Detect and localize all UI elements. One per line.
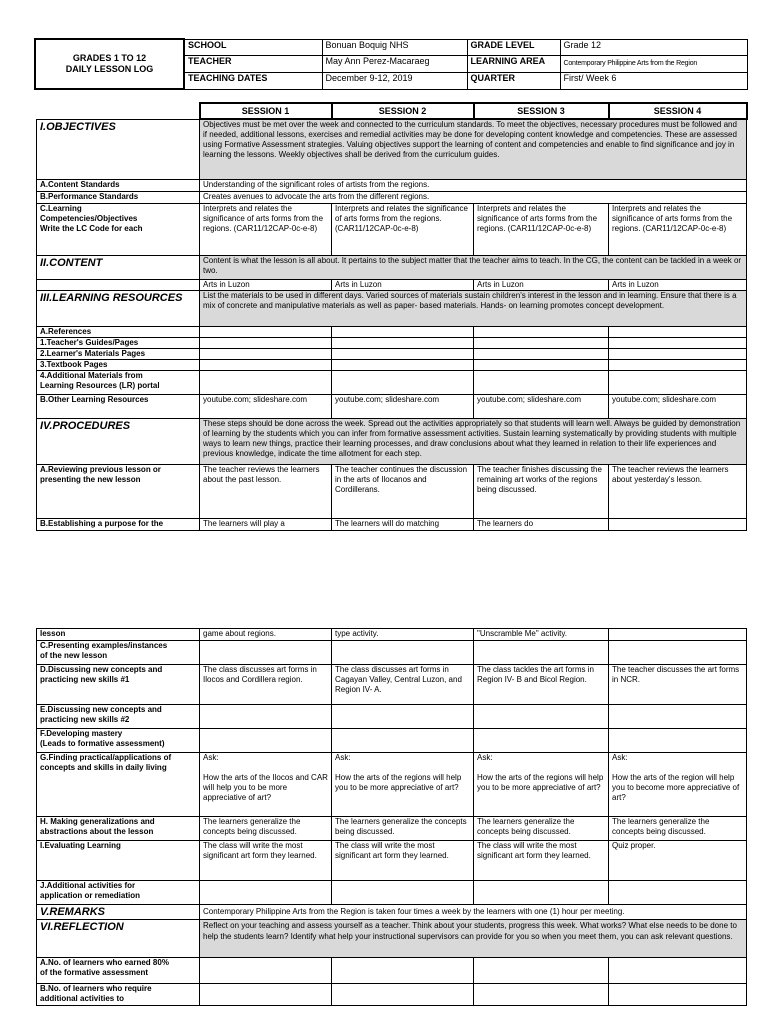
quarter-label: QUARTER	[467, 72, 560, 89]
content-title: II.CONTENT	[37, 255, 200, 279]
competency-cell: Interprets and relates the significance of arts forms from the regions. (CAR11/12CAP-0c-e-8)	[200, 203, 332, 255]
applications-cell	[609, 753, 747, 817]
mastery-label-2: (Leads to formative assessment)	[40, 739, 165, 748]
dates-label: TEACHING DATES	[184, 72, 322, 89]
presenting-examples-label-1: C.Presenting examples/instances	[40, 641, 168, 650]
applications-label-2: concepts and skills in daily living	[40, 763, 167, 772]
school-label: SCHOOL	[184, 39, 322, 55]
content-cell: Arts in Luzon	[474, 279, 609, 290]
competency-cell: Interprets and relates the significance of arts forms from the regions. (CAR11/12CAP-0c-e-8)	[609, 203, 747, 255]
resources-title: III.LEARNING RESOURCES	[37, 290, 200, 326]
other-resources-label: B.Other Learning Resources	[37, 394, 200, 418]
school-value: Bonuan Boquig NHS	[322, 39, 467, 55]
dll-title	[35, 39, 184, 89]
title-line-1: GRADES 1 TO 12	[72, 53, 147, 63]
session-2-header: SESSION 2	[332, 103, 474, 119]
remarks-text: Contemporary Philippine Arts from the Region is taken four times a week by the learners with one (1) hour per meeting.	[200, 905, 747, 920]
lesson-table-page2	[36, 628, 747, 1006]
purpose-label-top: B.Establishing a purpose for the	[37, 518, 200, 530]
lr-portal-label	[37, 370, 200, 394]
content-cell: Arts in Luzon	[200, 279, 332, 290]
discussing-cell: The teacher discusses the art forms in NCR.	[609, 665, 747, 705]
other-resources-cell: youtube.com; slideshare.com	[474, 394, 609, 418]
teacher-label: TEACHER	[184, 55, 322, 72]
learners-require-label-1: B.No. of learners who require	[40, 984, 152, 993]
reviewing-label-2: presenting the new lesson	[40, 474, 141, 484]
lesson-table-page1	[36, 102, 748, 531]
competency-cell: Interprets and relates the significance of arts forms from the regions. (CAR11/12CAP-0c-e-8)	[332, 203, 474, 255]
discussing-1-label-1: D.Discussing new concepts and	[40, 665, 163, 674]
resources-text: List the materials to be used in different days. Varied sources of materials sustain children's interest in the lesson and in learning. Ensure that there is a mix of concrete and manipulative materials as well as paper- based materials. Hands- on learning promotes concept development.	[200, 290, 747, 326]
discussing-cell: The class tackles the art forms in Region IV- B and Bicol Region.	[474, 665, 609, 705]
generalizations-label-2: abstractions about the lesson	[40, 827, 154, 836]
references-label: A.References	[37, 326, 200, 337]
textbook-label: 3.Textbook Pages	[37, 359, 200, 370]
grade-label: GRADE LEVEL	[467, 39, 560, 55]
purpose-label-bottom: lesson	[37, 629, 200, 641]
other-resources-cell: youtube.com; slideshare.com	[332, 394, 474, 418]
learners-80-label	[37, 958, 200, 984]
other-resources-cell: youtube.com; slideshare.com	[200, 394, 332, 418]
additional-activities-label-1: J.Additional activities for	[40, 881, 136, 890]
reviewing-cell: The teacher reviews the learners about yesterday's lesson.	[609, 464, 747, 518]
applications-label	[37, 753, 200, 817]
reviewing-cell: The teacher continues the discussion in the arts of Ilocanos and Cordillerans.	[332, 464, 474, 518]
content-cell: Arts in Luzon	[332, 279, 474, 290]
area-value: Contemporary Philippine Arts from the Region	[560, 55, 747, 72]
reviewing-label-1: A.Reviewing previous lesson or	[40, 464, 161, 474]
remarks-title: V.REMARKS	[37, 905, 200, 920]
competency-cell: Interprets and relates the significance of arts forms from the regions. (CAR11/12CAP-0c-e-8)	[474, 203, 609, 255]
additional-activities-label-2: application or remediation	[40, 891, 141, 900]
teacher-value: May Ann Perez-Macaraeg	[322, 55, 467, 72]
presenting-examples-label	[37, 641, 200, 665]
generalizations-cell: The learners generalize the concepts being discussed.	[200, 817, 332, 841]
evaluating-cell: The class will write the most significant art form they learned.	[474, 841, 609, 881]
additional-activities-label	[37, 881, 200, 905]
content-cell: Arts in Luzon	[609, 279, 747, 290]
applications-cell	[200, 753, 332, 817]
generalizations-cell: The learners generalize the concepts being discussed.	[332, 817, 474, 841]
content-standards-value: Understanding of the significant roles of artists from the regions.	[200, 179, 747, 191]
evaluating-cell: The class will write the most significant art form they learned.	[332, 841, 474, 881]
other-resources-cell: youtube.com; slideshare.com	[609, 394, 747, 418]
generalizations-label-1: H. Making generalizations and	[40, 817, 155, 826]
generalizations-cell: The learners generalize the concepts being discussed.	[609, 817, 747, 841]
learners-materials-label: 2.Learner's Materials Pages	[37, 348, 200, 359]
session-1-header: SESSION 1	[200, 103, 332, 119]
header-table	[34, 38, 748, 90]
learners-require-label-2: additional activities to	[40, 994, 125, 1003]
purpose-cell-bottom: type activity.	[332, 629, 474, 641]
discussing-1-label-2: practicing new skills #1	[40, 675, 130, 684]
session-3-header: SESSION 3	[474, 103, 609, 119]
competencies-label	[37, 203, 200, 255]
applications-question: How the arts of the Ilocos and CAR will help you to be more appreciative of art?	[203, 773, 328, 802]
purpose-cell-top: The learners will play a	[200, 518, 332, 530]
reflection-text: Reflect on your teaching and assess yourself as a teacher. Think about your students, progress this week. What works? What else needs to be done to help the students learn? Identify what help your instructional supervisors can provide for you so when you meet them, you can ask relevant questions.	[200, 920, 747, 958]
performance-standards-label: B.Performance Standards	[37, 191, 200, 203]
evaluating-cell: Quiz proper.	[609, 841, 747, 881]
procedures-text: These steps should be done across the week. Spread out the activities appropriately so that students will learn well. Always be guided by demonstration of learning by the students which you can infer from formative assessment activities. Sustain learning systematically by providing students with multiple ways to learn new things, practice their learning processes, and draw conclusions about what they learned in relation to their life experiences and previous knowledge, indicate the time allotment for each step.	[200, 418, 747, 464]
purpose-cell-bottom: game about regions.	[200, 629, 332, 641]
applications-question: How the arts of the regions will help you to be more appreciative of art?	[335, 773, 462, 792]
evaluating-cell: The class will write the most significant art form they learned.	[200, 841, 332, 881]
lr-portal-label-1: 4.Additional Materials from	[40, 370, 143, 380]
evaluating-label: I.Evaluating Learning	[37, 841, 200, 881]
applications-label-1: G.Finding practical/applications of	[40, 753, 172, 762]
applications-question: How the arts of the region will help you to become more appreciative of art?	[612, 773, 740, 802]
applications-cell	[474, 753, 609, 817]
grade-value: Grade 12	[560, 39, 747, 55]
learners-80-label-2: of the formative assessment	[40, 968, 149, 977]
session-4-header: SESSION 4	[609, 103, 747, 119]
ask-label: Ask:	[612, 753, 628, 762]
teachers-guides-label: 1.Teacher's Guides/Pages	[37, 337, 200, 348]
applications-question: How the arts of the regions will help you to be more appreciative of art?	[477, 773, 604, 792]
area-label: LEARNING AREA	[467, 55, 560, 72]
objectives-title: I.OBJECTIVES	[37, 119, 200, 179]
discussing-cell: The class discusses art forms in Cagayan Valley, Central Luzon, and Region IV- A.	[332, 665, 474, 705]
ask-label: Ask:	[203, 753, 219, 762]
reviewing-cell: The teacher finishes discussing the remaining art works of the regions being discussed.	[474, 464, 609, 518]
content-text: Content is what the lesson is all about. It pertains to the subject matter that the teacher aims to teach. In the CG, the content can be tackled in a week or two.	[200, 255, 747, 279]
discussing-1-label	[37, 665, 200, 705]
purpose-cell-bottom	[609, 629, 747, 641]
reviewing-cell: The teacher reviews the learners about the past lesson.	[200, 464, 332, 518]
discussing-2-label	[37, 705, 200, 729]
applications-cell	[332, 753, 474, 817]
quarter-value: First/ Week 6	[560, 72, 747, 89]
reflection-title: VI.REFLECTION	[37, 920, 200, 958]
content-standards-label: A.Content Standards	[37, 179, 200, 191]
competencies-label-1: C.Learning	[40, 203, 82, 213]
mastery-label	[37, 729, 200, 753]
performance-standards-value: Creates avenues to advocate the arts from the different regions.	[200, 191, 747, 203]
learners-require-label	[37, 984, 200, 1006]
ask-label: Ask:	[335, 753, 351, 762]
procedures-title: IV.PROCEDURES	[37, 418, 200, 464]
purpose-cell-top: The learners do	[474, 518, 609, 530]
competencies-label-2: Competencies/Objectives	[40, 213, 138, 223]
ask-label: Ask:	[477, 753, 493, 762]
objectives-text: Objectives must be met over the week and connected to the curriculum standards. To meet the objectives, necessary procedures must be followed and if needed, additional lessons, exercises and remedial activities may be done for developing content knowledge and competencies. These are assessed using Formative Assessment strategies. Valuing objectives support the learning of content and competencies and enable to find significance and joy in learning the lessons. Weekly objectives shall be derived from the curriculum guides.	[200, 119, 747, 179]
purpose-cell-top	[609, 518, 747, 530]
presenting-examples-label-2: of the new lesson	[40, 651, 108, 660]
discussing-2-label-2: practicing new skills #2	[40, 715, 130, 724]
generalizations-cell: The learners generalize the concepts being discussed.	[474, 817, 609, 841]
competencies-label-3: Write the LC Code for each	[40, 223, 143, 233]
discussing-2-label-1: E.Discussing new concepts and	[40, 705, 162, 714]
title-line-2: DAILY LESSON LOG	[65, 64, 154, 74]
generalizations-label	[37, 817, 200, 841]
dates-value: December 9-12, 2019	[322, 72, 467, 89]
reviewing-label	[37, 464, 200, 518]
purpose-cell-top: The learners will do matching	[332, 518, 474, 530]
purpose-cell-bottom: "Unscramble Me" activity.	[474, 629, 609, 641]
lr-portal-label-2: Learning Resources (LR) portal	[40, 380, 160, 390]
discussing-cell: The class discusses art forms in Ilocos and Cordillera region.	[200, 665, 332, 705]
mastery-label-1: F.Developing mastery	[40, 729, 123, 738]
learners-80-label-1: A.No. of learners who earned 80%	[40, 958, 169, 967]
